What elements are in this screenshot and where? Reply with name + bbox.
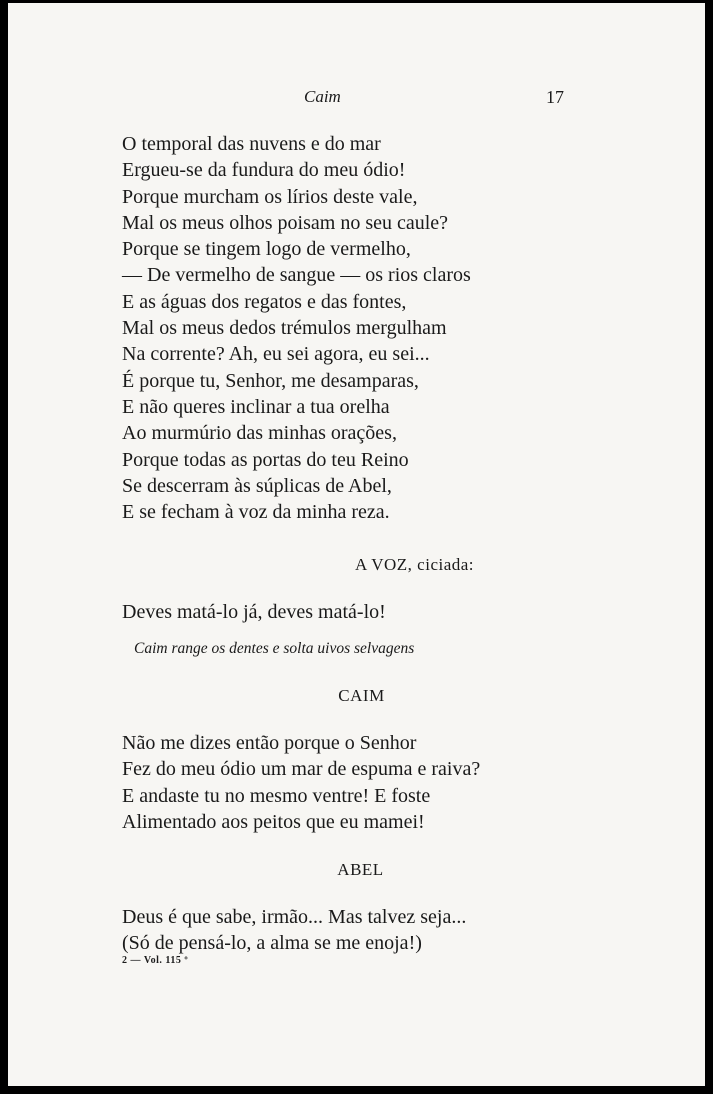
running-title: Caim — [304, 87, 341, 106]
verse-line: Mal os meus dedos trémulos mergulham — [122, 317, 447, 340]
verse-line: E as águas dos regatos e das fontes, — [122, 290, 407, 313]
verse-line: Ergueu-se da fundura do meu ódio! — [122, 159, 406, 182]
verse-line: Porque murcham os lírios deste vale, — [122, 185, 418, 208]
stanza-abel — [122, 904, 466, 957]
verse-line: — De vermelho de sangue — os rios claros — [122, 264, 471, 287]
printer-signature: 2 — Vol. 115 º — [122, 955, 189, 966]
speaker-caim: CAIM — [338, 686, 385, 705]
stanza-caim — [122, 730, 480, 835]
verse-line: O temporal das nuvens e do mar — [122, 133, 381, 155]
verse-line: Mal os meus olhos poisam no seu caule? — [122, 211, 449, 234]
speaker-voz: A VOZ, ciciada: — [354, 555, 475, 574]
verse-line: Alimentado aos peitos que eu mamei! — [122, 810, 425, 833]
verse-line: E não queres inclinar a tua orelha — [122, 395, 390, 418]
verse-line: Na corrente? Ah, eu sei agora, eu sei... — [122, 343, 430, 366]
verse-line: Fez do meu ódio um mar de espuma e raiva? — [122, 758, 481, 781]
stanza-caim-monologue — [122, 131, 471, 525]
verse-line: E andaste tu no mesmo ventre! E foste — [122, 784, 431, 807]
verse-line: Ao murmúrio das minhas orações, — [122, 422, 397, 445]
page-number: 17 — [546, 87, 564, 107]
verse-line: Porque todas as portas do teu Reino — [122, 448, 409, 471]
verse-line: Não me dizes então porque o Senhor — [122, 732, 417, 754]
verse-line: Deves matá-lo já, deves matá-lo! — [122, 601, 386, 623]
speaker-abel: ABEL — [337, 860, 384, 879]
verse-line: Deus é que sabe, irmão... Mas talvez seja... — [122, 906, 467, 928]
book-page — [8, 3, 705, 1086]
verse-line: (Só de pensá-lo, a alma se me enoja!) — [122, 932, 422, 955]
verse-line: Se descerram às súplicas de Abel, — [122, 474, 392, 497]
verse-line: Porque se tingem logo de vermelho, — [122, 238, 411, 261]
verse-line: E se fecham à voz da minha reza. — [122, 501, 390, 524]
stage-direction: Caim range os dentes e solta uivos selvagens — [134, 640, 415, 657]
stanza-voz — [122, 599, 386, 625]
verse-line: É porque tu, Senhor, me desamparas, — [122, 369, 419, 392]
